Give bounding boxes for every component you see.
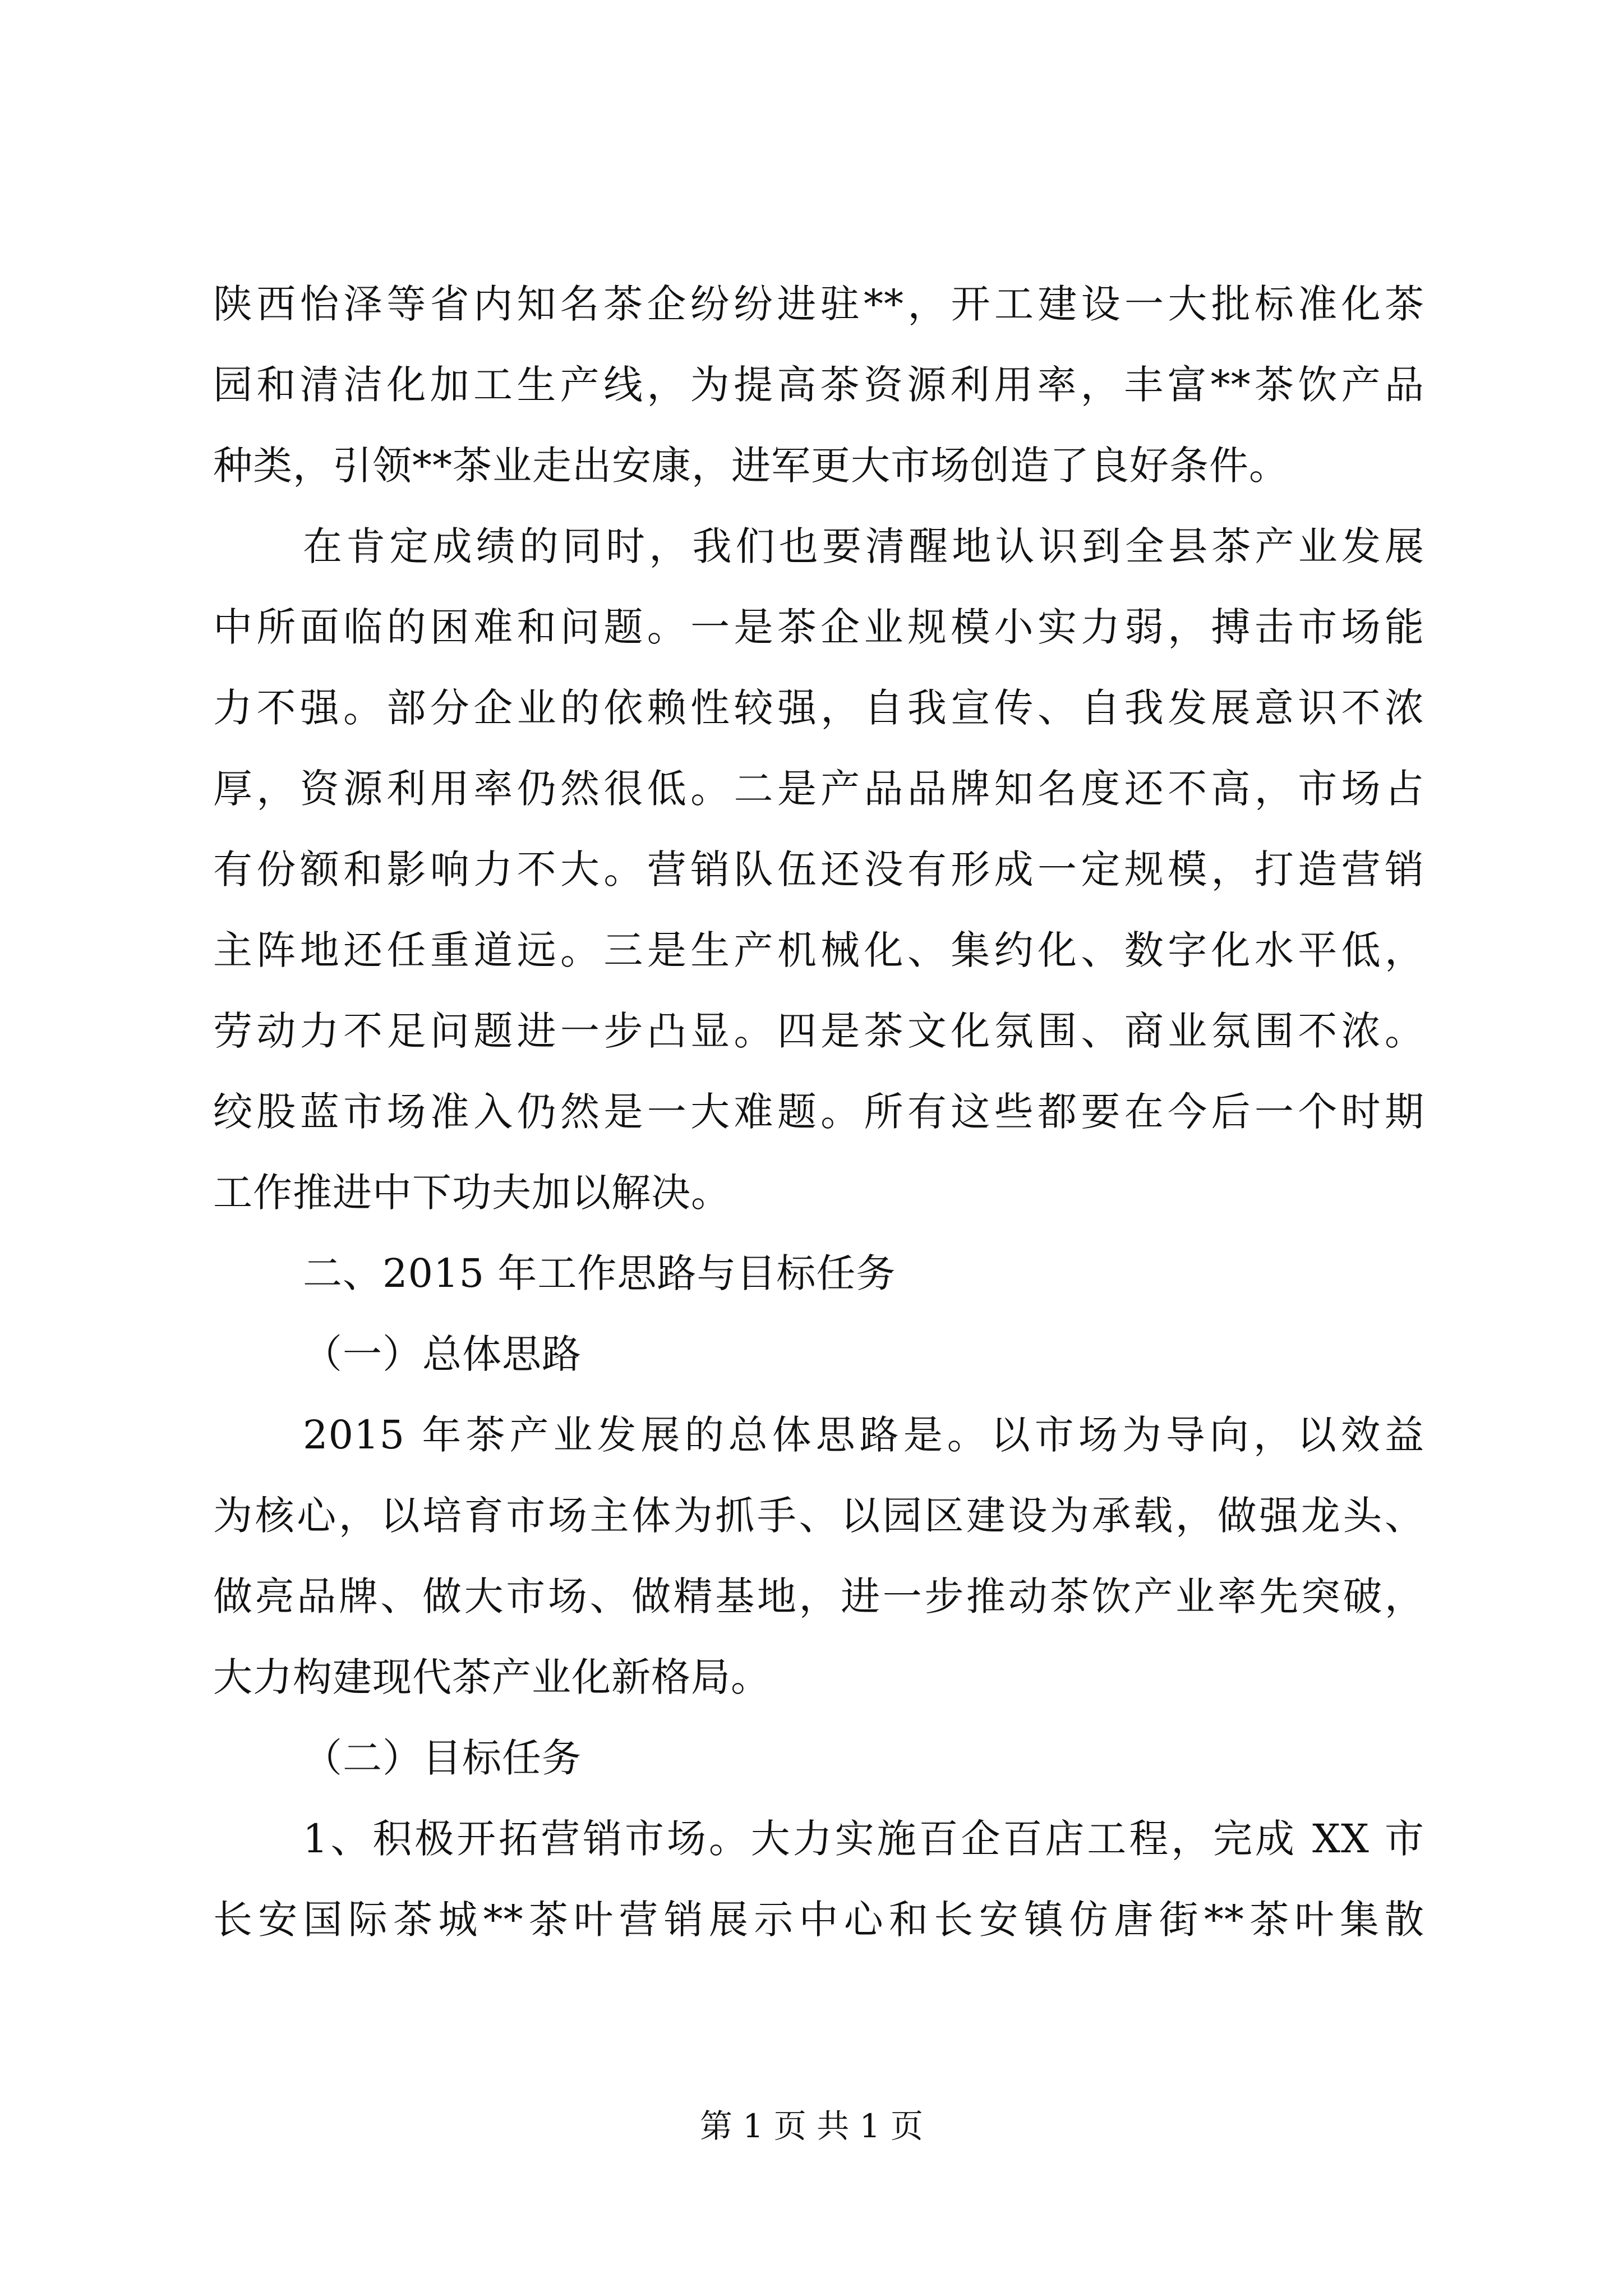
subsection-heading: （一）总体思路 [303, 1331, 582, 1377]
page-footer: 第 1 页 共 1 页 [700, 2107, 923, 2145]
document-body [213, 264, 1424, 1960]
text-line: 做亮品牌、做大市场、做精基地，进一步推动茶饮产业率先突破， [213, 1573, 1424, 1619]
text-line: 绞股蓝市场准入仍然是一大难题。所有这些都要在今后一个时期 [213, 1089, 1424, 1135]
text-line: 中所面临的困难和问题。一是茶企业规模小实力弱，搏击市场能 [213, 604, 1424, 650]
section-heading: 二、2015 年工作思路与目标任务 [303, 1250, 896, 1296]
text-line: 力不强。部分企业的依赖性较强，自我宣传、自我发展意识不浓 [213, 685, 1424, 731]
text-line: 为核心，以培育市场主体为抓手、以园区建设为承载，做强龙头、 [213, 1493, 1424, 1539]
text-line: 园和清洁化加工生产线，为提高茶资源利用率，丰富**茶饮产品 [213, 362, 1424, 408]
text-line: 1、积极开拓营销市场。大力实施百企百店工程，完成 XX 市 [303, 1816, 1424, 1862]
text-line: 劳动力不足问题进一步凸显。四是茶文化氛围、商业氛围不浓。 [213, 1008, 1424, 1054]
subsection-heading: （二）目标任务 [303, 1735, 582, 1781]
text-line: 种类，引领**茶业走出安康，进军更大市场创造了良好条件。 [213, 443, 1289, 489]
text-line: 长安国际茶城**茶叶营销展示中心和长安镇仿唐街**茶叶集散 [213, 1897, 1424, 1943]
text-line: 厚，资源利用率仍然很低。二是产品品牌知名度还不高，市场占 [213, 766, 1424, 812]
text-line: 主阵地还任重道远。三是生产机械化、集约化、数字化水平低， [213, 927, 1424, 973]
text-line: 有份额和影响力不大。营销队伍还没有形成一定规模，打造营销 [213, 846, 1424, 892]
text-line: 2015 年茶产业发展的总体思路是。以市场为导向，以效益 [303, 1412, 1424, 1458]
text-line: 大力构建现代茶产业化新格局。 [213, 1654, 771, 1700]
text-line: 工作推进中下功夫加以解决。 [213, 1170, 731, 1216]
text-line: 陕西怡泽等省内知名茶企纷纷进驻**，开工建设一大批标准化茶 [213, 281, 1424, 327]
text-line: 在肯定成绩的同时，我们也要清醒地认识到全县茶产业发展 [303, 523, 1424, 569]
